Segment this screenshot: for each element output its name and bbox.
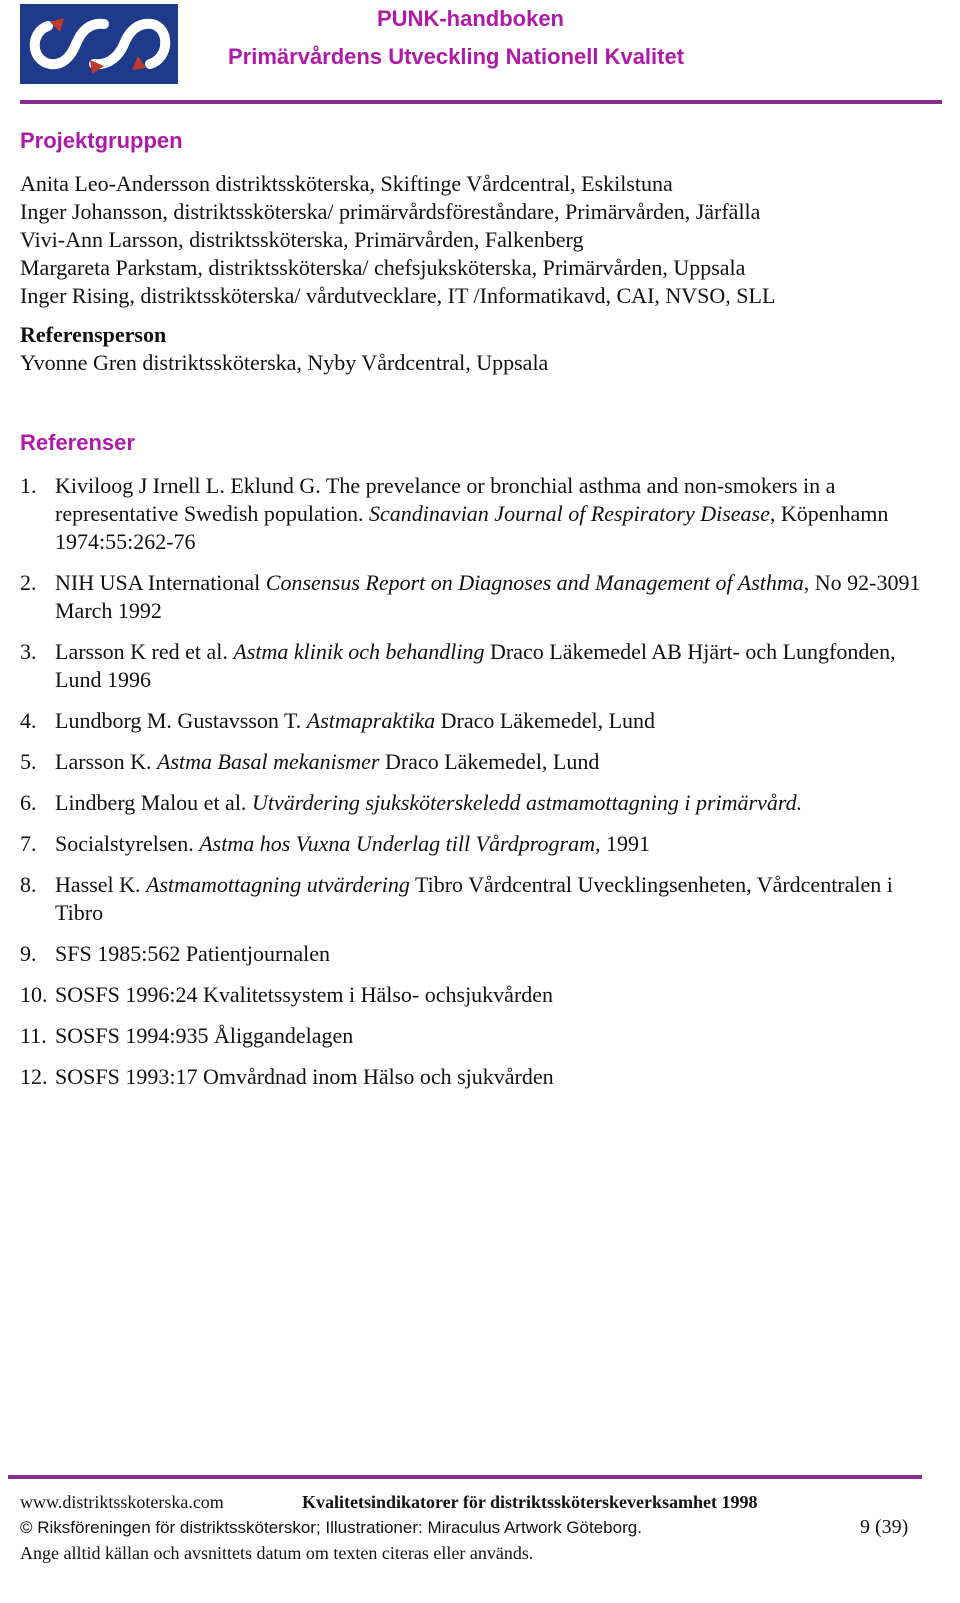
reference-number: 9.	[20, 941, 37, 966]
member-line: Margareta Parkstam, distriktssköterska/ chefsjuksköterska, Primärvården, Uppsala	[20, 255, 746, 280]
reference-title: Astmapraktika	[306, 708, 436, 733]
reference-number: 2.	[20, 570, 37, 595]
reference-pre: Lundborg M. Gustavsson T.	[55, 708, 307, 733]
reference-item	[20, 1022, 940, 1050]
reference-pre: NIH USA International	[55, 570, 266, 595]
reference-post: 1991	[600, 831, 650, 856]
reference-pre: Larsson K red et al.	[55, 639, 234, 664]
referensperson-heading: Referensperson	[20, 322, 167, 347]
reference-number: 8.	[20, 872, 37, 897]
reference-title: Astma klinik och behandling	[233, 639, 485, 664]
reference-pre: Larsson K.	[55, 749, 158, 774]
footer-indicator-title: Kvalitetsindikatorer för distriktssköterskeverksamhet 1998	[302, 1492, 758, 1512]
reference-text	[55, 940, 925, 968]
reference-number: 12.	[20, 1064, 48, 1089]
footer-url[interactable]: www.distriktsskoterska.com	[20, 1492, 224, 1512]
reference-pre: Socialstyrelsen.	[55, 831, 200, 856]
member-list	[20, 170, 940, 310]
reference-pre: SOSFS 1993:17 Omvårdnad inom Hälso och sjukvården	[55, 1064, 554, 1089]
reference-number: 4.	[20, 708, 37, 733]
member-line: Vivi-Ann Larsson, distriktssköterska, Primärvården, Falkenberg	[20, 227, 584, 252]
reference-title: Astma hos Vuxna Underlag till Vårdprogram,	[199, 831, 601, 856]
footer-rule	[8, 1475, 922, 1479]
reference-title: Astma Basal mekanismer	[157, 749, 380, 774]
reference-number: 3.	[20, 639, 37, 664]
reference-title: Scandinavian Journal of Respiratory Disease	[369, 501, 770, 526]
reference-post: , Köpenhamn 1974:55:262-76	[55, 501, 889, 554]
reference-title: Astmamottagning utvärdering	[146, 872, 410, 897]
reference-post: Draco Läkemedel, Lund	[379, 749, 600, 774]
reference-item	[20, 830, 940, 858]
reference-text	[55, 748, 925, 776]
member-line: Anita Leo-Andersson distriktssköterska, Skiftinge Vårdcentral, Eskilstuna	[20, 171, 673, 196]
reference-number: 6.	[20, 790, 37, 815]
reference-number: 11.	[20, 1023, 47, 1048]
reference-item	[20, 569, 940, 625]
reference-post: Tibro Vårdcentral Uvecklingsenheten, Vårdcentralen i Tibro	[55, 872, 893, 925]
header-subtitle: Primärvårdens Utveckling Nationell Kvalitet	[228, 44, 685, 69]
reference-post: Draco Läkemedel AB Hjärt- och Lungfonden, Lund 1996	[55, 639, 896, 692]
referenser-heading: Referenser	[20, 430, 135, 455]
reference-item	[20, 940, 940, 968]
reference-pre: SFS 1985:562 Patientjournalen	[55, 941, 330, 966]
reference-text	[55, 569, 925, 625]
reference-item	[20, 748, 940, 776]
reference-pre: SOSFS 1996:24 Kvalitetssystem i Hälso- ochsjukvården	[55, 982, 554, 1007]
reference-item	[20, 472, 940, 556]
footer-citation-note: Ange alltid källan och avsnittets datum om texten citeras eller används.	[20, 1543, 534, 1563]
reference-text	[55, 789, 925, 817]
reference-text	[55, 981, 925, 1009]
reference-post: , No 92-3091 March 1992	[55, 570, 921, 623]
reference-item	[20, 707, 940, 735]
reference-title: Utvärdering sjuksköterskeledd astmamottagning i primärvård.	[251, 790, 803, 815]
reference-number: 10.	[20, 982, 48, 1007]
reference-number: 7.	[20, 831, 37, 856]
reference-text	[55, 638, 925, 694]
reference-text	[55, 1022, 925, 1050]
referensperson-text: Yvonne Gren distriktssköterska, Nyby Vårdcentral, Uppsala	[20, 350, 549, 375]
reference-number: 1.	[20, 473, 37, 498]
reference-pre: Lindberg Malou et al.	[55, 790, 252, 815]
reference-text	[55, 871, 925, 927]
reference-title: Consensus Report on Diagnoses and Management of Asthma	[265, 570, 804, 595]
reference-text	[55, 707, 925, 735]
reference-item	[20, 1063, 940, 1091]
reference-item	[20, 789, 940, 817]
reference-text	[55, 472, 925, 556]
reference-text	[55, 1063, 925, 1091]
reference-post: Draco Läkemedel, Lund	[435, 708, 656, 733]
reference-item	[20, 871, 940, 927]
page-number: 9 (39)	[860, 1516, 909, 1538]
reference-item	[20, 981, 940, 1009]
member-line: Inger Rising, distriktssköterska/ vårdutvecklare, IT /Informatikavd, CAI, NVSO, SLL	[20, 283, 776, 308]
reference-pre: Hassel K.	[55, 872, 147, 897]
reference-pre: Kiviloog J Irnell L. Eklund G. The prevelance or bronchial asthma and non-smokers in a representative Swedish population.	[55, 473, 836, 526]
header-rule	[20, 100, 942, 104]
punk-logo	[20, 4, 178, 84]
member-line: Inger Johansson, distriktssköterska/ primärvårdsföreståndare, Primärvården, Järfälla	[20, 199, 761, 224]
reference-list	[20, 472, 940, 1104]
header-title: PUNK-handboken	[377, 6, 564, 31]
reference-item	[20, 638, 940, 694]
reference-number: 5.	[20, 749, 37, 774]
projektgruppen-heading: Projektgruppen	[20, 128, 183, 153]
reference-text	[55, 830, 925, 858]
reference-pre: SOSFS 1994:935 Åliggandelagen	[55, 1023, 354, 1048]
footer-copyright: © Riksföreningen för distriktssköterskor; Illustrationer: Miraculus Artwork Göteborg.	[20, 1518, 642, 1537]
